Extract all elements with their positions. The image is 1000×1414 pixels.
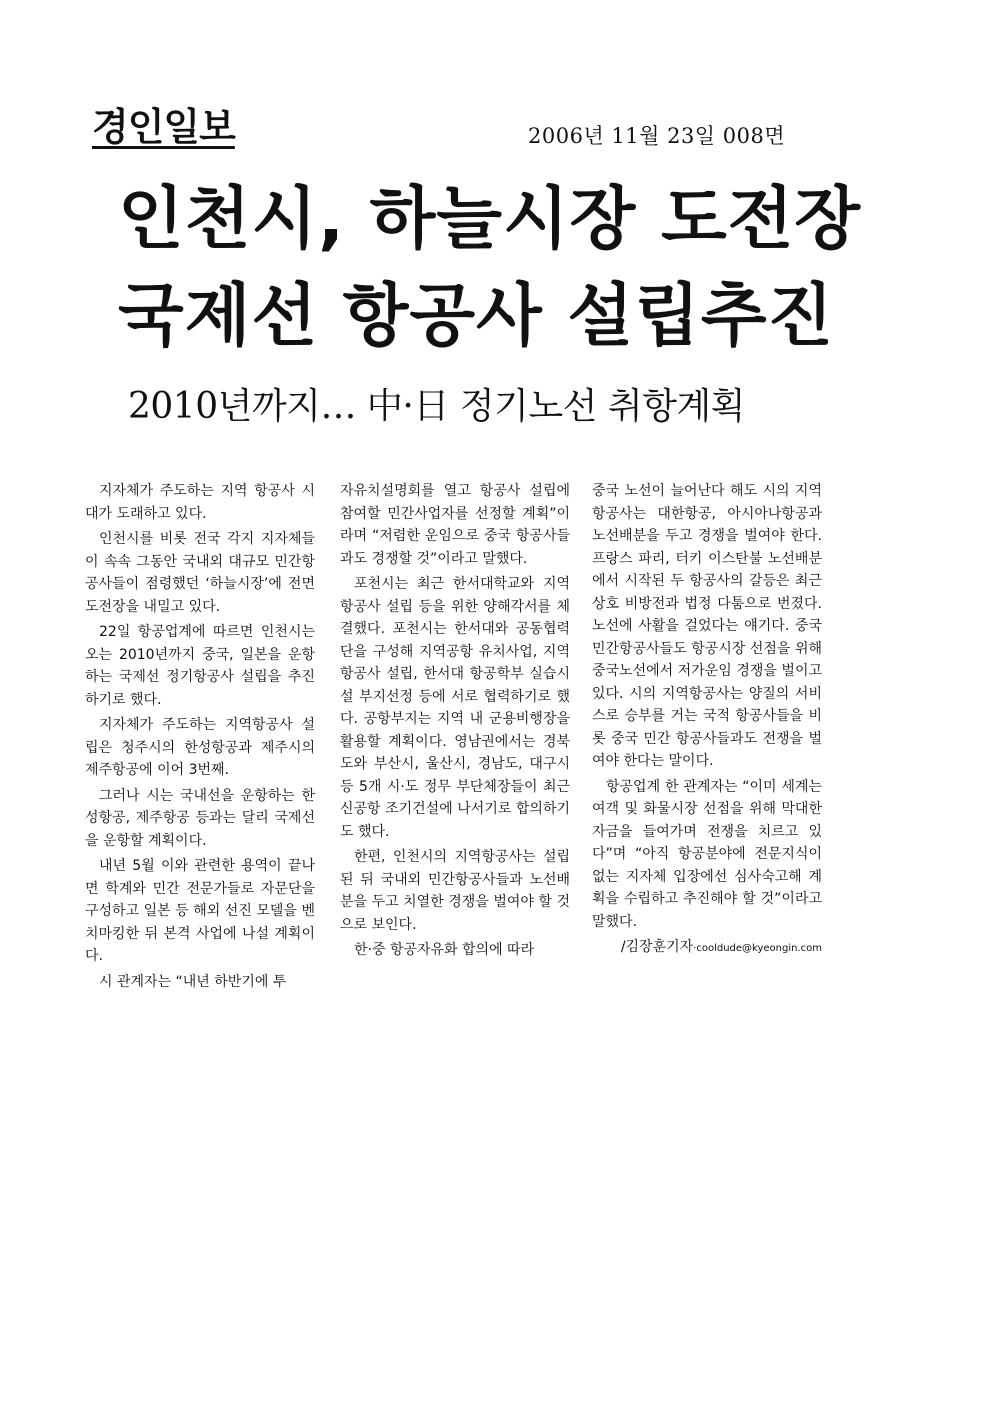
paragraph: 항공업계 한 관계자는 “이미 세계는 여객 및 화물시장 선점을 위해 막대한 자금을 들여가며 전쟁을 치르고 있다”며 “아직 항공분야에 전문지식이 없는 지자체 입장에선 심사숙고해 계획을 수립하고 추진해야 할 것”이라고 말했다. xyxy=(592,778,822,930)
paragraph: 한·중 항공자유화 합의에 따라 xyxy=(354,942,535,958)
byline xyxy=(592,936,822,961)
byline-author: /김장훈기자 xyxy=(620,939,694,955)
paragraph: 포천시는 최근 한서대학교와 지역항공사 설립 등을 위한 양해각서를 체결했다. 포천시는 한서대와 공동협력단을 구성해 지역공항 유치사업, 지역항공사 설립, 한서대 항공학부 실습시설 부지선정 등에 서로 협력하기로 했다. 공항부지는 지역 내 군용비행장을 활용할 계획이다. 영남권에서는 경북도와 부산시, 울산시, 경남도, 대구시 등 5개 시·도 정무 부단체장들이 최근 신공항 조기건설에 나서기로 합의하기도 했다. xyxy=(340,576,570,840)
paragraph: 지자체가 주도하는 지역항공사 설립은 청주시의 한성항공과 제주시의 제주항공에 이어 3번째. xyxy=(85,717,315,778)
article-column-2 xyxy=(340,480,570,965)
paragraph: 지자체가 주도하는 지역 항공사 시대가 도래하고 있다. xyxy=(85,483,315,522)
paragraph: 한편, 인천시의 지역항공사는 설립된 뒤 국내외 민간항공사들과 노선배분을 두고 치열한 경쟁을 벌여야 할 것으로 보인다. xyxy=(340,849,570,933)
masthead-logo: 경인일보 xyxy=(92,105,235,149)
paragraph: 인천시를 비롯 전국 각지 지자체들이 속속 그동안 국내외 대규모 민간항공사들이 점령했던 ‘하늘시장’에 전면 도전장을 내밀고 있다. xyxy=(85,531,315,615)
headline-line-1: 인천시, 하늘시장 도전장 xyxy=(118,180,862,259)
paragraph: 내년 5월 이와 관련한 용역이 끝나면 학계와 민간 전문가들로 자문단을 구성하고 일본 등 해외 선진 모델을 벤치마킹한 뒤 본격 사업에 나설 계획이다. xyxy=(85,858,315,964)
article-column-3 xyxy=(592,480,822,964)
paragraph: 22일 항공업계에 따르면 인천시는 오는 2010년까지 중국, 일본을 운항하는 국제선 정기항공사 설립을 추진하기로 했다. xyxy=(85,624,315,708)
article-column-1 xyxy=(85,480,315,996)
subheadline: 2010년까지… 中·日 정기노선 취항계획 xyxy=(128,386,745,427)
paragraph: 시 관계자는 “내년 하반기에 투 xyxy=(99,973,287,990)
paragraph: 그러나 시는 국내선을 운항하는 한성항공, 제주항공 등과는 달리 국제선을 운항할 계획이다. xyxy=(85,787,315,849)
headline-line-2: 국제선 항공사 설립추진 xyxy=(118,277,835,356)
dateline: 2006년 11월 23일 008면 xyxy=(528,124,786,148)
paragraph: 자유치설명회를 열고 항공사 설립에 참여할 민간사업자를 선정할 계획”이라며 “저렴한 운임으로 중국 항공사들과도 경쟁할 것”이라고 말했다. xyxy=(340,483,570,567)
paragraph: 중국 노선이 늘어난다 해도 시의 지역항공사는 대한항공, 아시아나항공과 노선배분을 두고 경쟁을 벌여야 한다. 프랑스 파리, 터키 이스탄불 노선배분에서 시작된 두 항공사의 갈등은 최근 상호 비방전과 법정 다툼으로 번졌다. 노선에 사활을 걸었다는 얘기다. 중국 민간항공사들도 항공시장 선점을 위해 중국노선에서 저가운임 경쟁을 벌이고 있다. 시의 지역항공사는 양질의 서비스로 승부를 거는 국적 항공사들을 비롯 중국 민간 항공사들과도 전쟁을 벌여야 한다는 말이다. xyxy=(592,483,822,769)
byline-email: ·cooldude@kyeongin.com xyxy=(693,943,822,954)
